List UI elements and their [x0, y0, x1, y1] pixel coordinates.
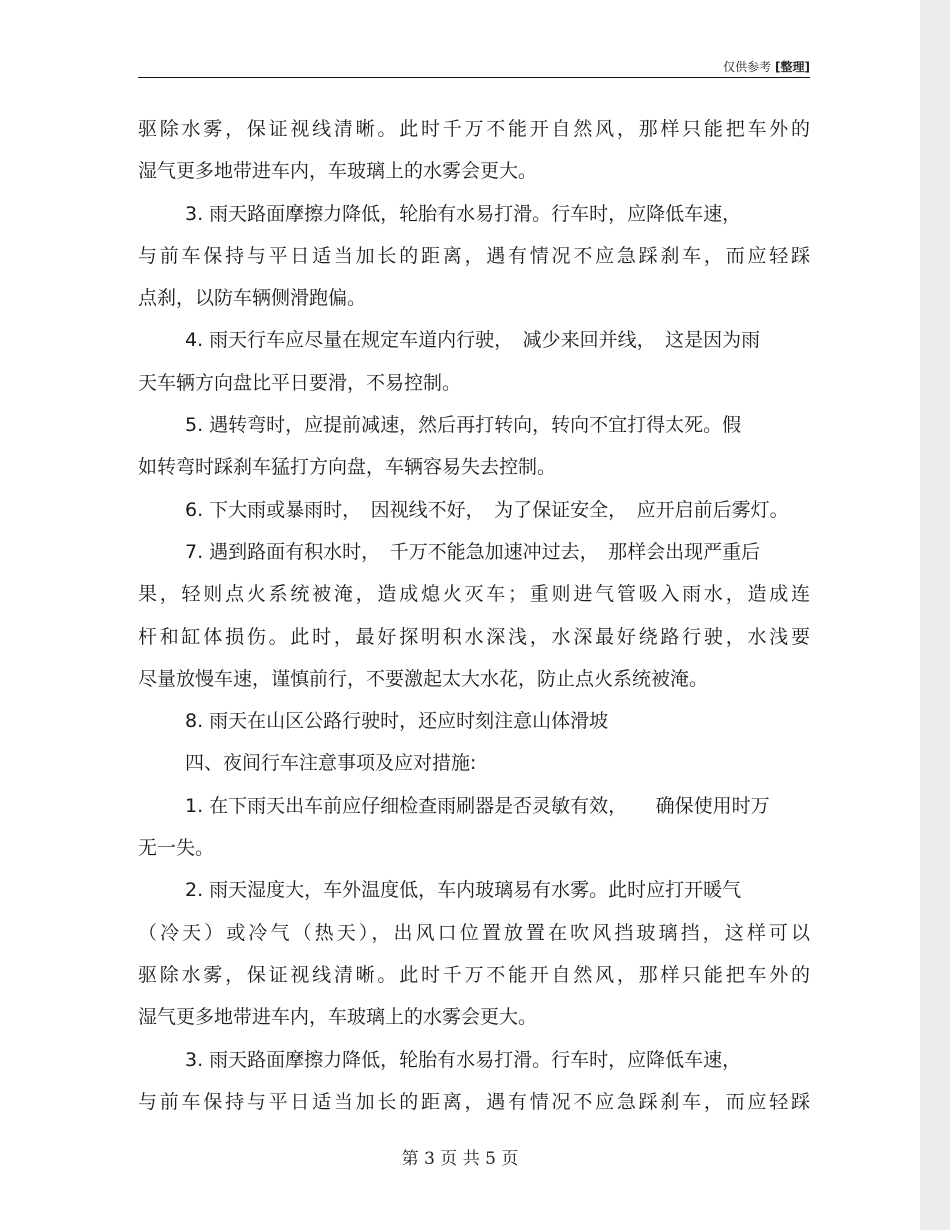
header-tag: [整理]	[775, 60, 810, 74]
text-line: 3. 雨天路面摩擦力降低，轮胎有水易打滑。行车时，应降低车速，	[185, 1048, 742, 1071]
text-line: 果，轻则点火系统被淹，造成熄火灭车；重则进气管吸入雨水，造成连	[138, 583, 810, 606]
header-note: 仅供参考	[723, 60, 772, 74]
text-line: 5. 遇转弯时，应提前减速，然后再打转向，转向不宜打得太死。假	[185, 414, 742, 437]
document-body	[138, 108, 810, 1123]
text-line: 3. 雨天路面摩擦力降低，轮胎有水易打滑。行车时，应降低车速，	[185, 202, 742, 225]
text-line: 尽量放慢车速，谨慎前行，不要激起太大水花，防止点火系统被淹。	[138, 667, 709, 690]
text-line: 1. 在下雨天出车前应仔细检查雨刷器是否灵敏有效， 确保使用时万	[185, 794, 770, 817]
header-divider	[138, 77, 810, 78]
text-line: 驱除水雾，保证视线清晰。此时千万不能开自然风，那样只能把车外的	[138, 118, 810, 140]
section-heading: 四、夜间行车注意事项及应对措施:	[185, 752, 477, 775]
text-line: 6. 下大雨或暴雨时， 因视线不好， 为了保证安全， 应开启前后雾灯。	[185, 498, 789, 521]
text-line: 2. 雨天湿度大，车外温度低，车内玻璃易有水雾。此时应打开暖气	[185, 879, 742, 902]
text-line: 湿气更多地带进车内，车玻璃上的水雾会更大。	[138, 1006, 538, 1029]
text-line: 湿气更多地带进车内，车玻璃上的水雾会更大。	[138, 160, 538, 183]
text-line: 天车辆方向盘比平日要滑，不易控制。	[138, 371, 462, 394]
text-line: 7. 遇到路面有积水时， 千万不能急加速冲过去， 那样会出现严重后	[185, 540, 761, 563]
page-number: 第 3 页 共 5 页	[401, 1149, 519, 1169]
text-line: （冷天）或冷气（热天），出风口位置放置在吹风挡玻璃挡，这样可以	[138, 921, 810, 944]
text-line: 驱除水雾，保证视线清晰。此时千万不能开自然风，那样只能把车外的	[138, 963, 810, 986]
text-line: 与前车保持与平日适当加长的距离，遇有情况不应急踩刹车，而应轻踩	[138, 244, 810, 267]
text-line: 8. 雨天在山区公路行驶时，还应时刻注意山体滑坡	[185, 710, 609, 733]
text-line: 无一失。	[138, 837, 215, 860]
viewer-background	[920, 0, 950, 1230]
page-header	[138, 58, 810, 76]
text-line: 与前车保持与平日适当加长的距离，遇有情况不应急踩刹车，而应轻踩	[138, 1090, 810, 1113]
text-line: 杆和缸体损伤。此时，最好探明积水深浅，水深最好绕路行驶，水浅要	[138, 625, 810, 648]
text-line: 4. 雨天行车应尽量在规定车道内行驶， 减少来回并线， 这是因为雨	[185, 329, 761, 352]
text-line: 点刹，以防车辆侧滑跑偏。	[138, 287, 367, 310]
text-line: 如转弯时踩刹车猛打方向盘，车辆容易失去控制。	[138, 456, 557, 479]
